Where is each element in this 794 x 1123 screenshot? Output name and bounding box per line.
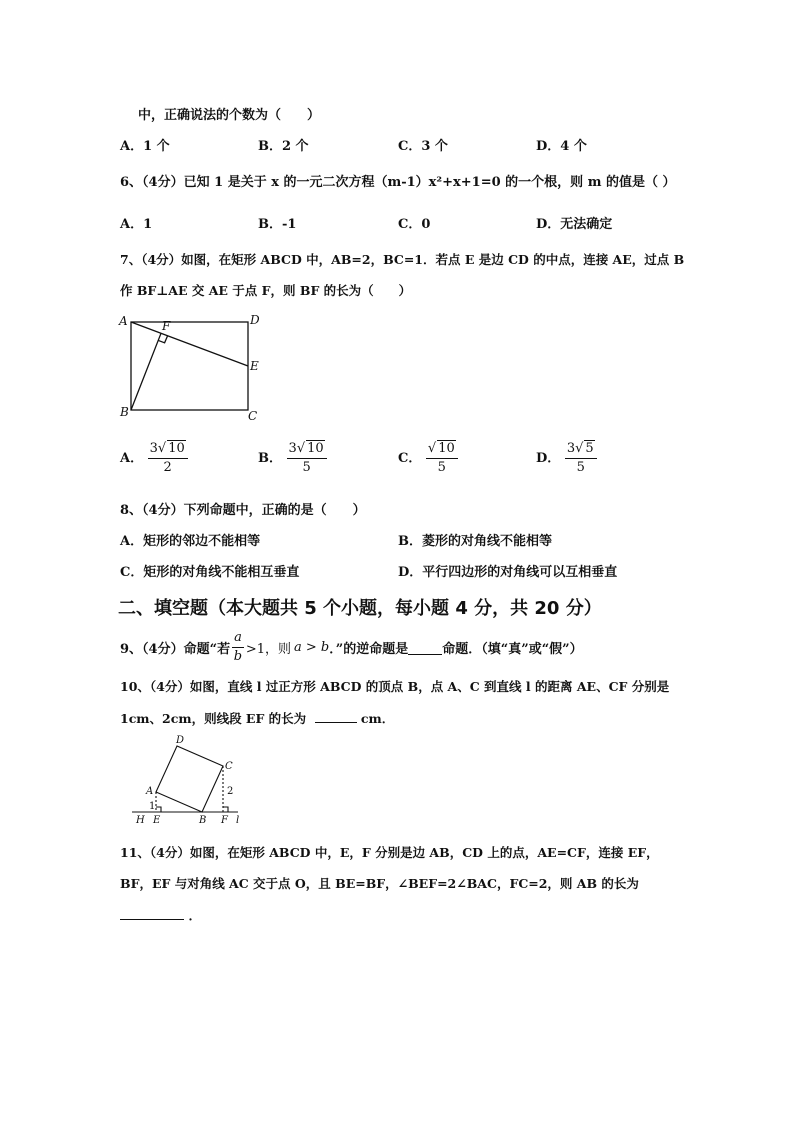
q5-option-d: D．4 个 bbox=[536, 139, 587, 154]
q9-answer-blank[interactable] bbox=[408, 640, 442, 655]
q8-option-d: D．平行四边形的对角线可以互相垂直 bbox=[398, 565, 618, 580]
q10-stem-line1: 10、（4分）如图，直线 l 过正方形 ABCD 的顶点 B，点 A、C 到直线 l 的距离 AE、CF 分别是 bbox=[120, 679, 670, 694]
q8-option-a: A．矩形的邻边不能相等 bbox=[120, 534, 261, 549]
label-a: A bbox=[119, 314, 128, 328]
q11-stem-line2: BF，EF 与对角线 AC 交于点 O，且 BE=BF，∠BEF=2∠BAC，FC=2，则 AB 的长为 bbox=[120, 876, 639, 891]
label-d: D bbox=[176, 735, 185, 746]
label-f: F bbox=[162, 319, 171, 333]
q6-option-a: A．1 bbox=[120, 217, 153, 232]
q5-option-b: B．2 个 bbox=[258, 139, 309, 154]
label-e: E bbox=[153, 815, 161, 826]
label-a: A bbox=[146, 786, 154, 797]
label-b: B bbox=[199, 815, 207, 826]
label-d: D bbox=[250, 313, 260, 327]
q5-option-a: A．1 个 bbox=[120, 139, 170, 154]
q9-stem: 9、（4分）命题“若 $\frac{a}{b}$ >1，则 a > b ．”的逆命题是 命题．（填“真”或“假”） bbox=[120, 630, 583, 664]
q7-option-c: C． $\frac{√ 10}{5}$ bbox=[398, 441, 458, 476]
q10-square-figure bbox=[130, 732, 255, 828]
label-c: C bbox=[248, 409, 258, 422]
q7-rectangle-figure bbox=[116, 310, 266, 422]
q7-option-b: B． $\frac{3√ 10}{5}$ bbox=[258, 441, 327, 476]
q6-stem: 6、（4分）已知 1 是关于 x 的一元二次方程（m-1）x²+x+1=0 的一个根，则 m 的值是（ ） bbox=[120, 175, 676, 190]
q11-answer-blank[interactable] bbox=[120, 905, 184, 920]
q11-stem-line3: ． bbox=[120, 905, 202, 924]
label-c: C bbox=[225, 761, 233, 772]
label-f: F bbox=[221, 815, 228, 826]
q7-option-d: D． $\frac{3√ 5}{5}$ bbox=[536, 441, 597, 476]
q7-stem-line2: 作 BF⊥AE 交 AE 于点 F，则 BF 的长为（ ） bbox=[120, 283, 412, 298]
segment-bf bbox=[131, 333, 161, 410]
q8-option-c: C．矩形的对角线不能相互垂直 bbox=[120, 565, 300, 580]
q6-option-c: C．0 bbox=[398, 217, 431, 232]
q11-stem-line1: 11、（4分）如图，在矩形 ABCD 中，E，F 分别是边 AB，CD 上的点，AE=CF，连接 EF， bbox=[120, 845, 659, 860]
q6-option-d: D．无法确定 bbox=[536, 217, 613, 232]
label-distance-1: 1 bbox=[149, 801, 156, 812]
q8-stem: 8、（4分）下列命题中，正确的是（ ） bbox=[120, 503, 366, 518]
section-title-fill-in: 二、填空题（本大题共 5 个小题，每小题 4 分，共 20 分） bbox=[118, 598, 602, 619]
q6-option-b: B．-1 bbox=[258, 217, 297, 232]
q5-tail: 中，正确说法的个数为（ ） bbox=[138, 108, 321, 123]
q7-option-a: A． $\frac{3√ 10}{2}$ bbox=[120, 441, 188, 476]
square-abcd bbox=[156, 746, 223, 812]
label-e: E bbox=[250, 359, 259, 373]
label-distance-2: 2 bbox=[227, 786, 234, 797]
q7-stem-line1: 7、（4分）如图，在矩形 ABCD 中，AB=2，BC=1．若点 E 是边 CD 的中点，连接 AE，过点 B bbox=[120, 252, 685, 267]
label-b: B bbox=[120, 405, 129, 419]
label-l: l bbox=[236, 815, 240, 826]
q8-option-b: B．菱形的对角线不能相等 bbox=[398, 534, 552, 549]
label-h: H bbox=[136, 815, 145, 826]
q10-stem-line2: 1cm、2cm，则线段 EF 的长为 cm． bbox=[120, 708, 394, 727]
q5-option-c: C．3 个 bbox=[398, 139, 448, 154]
segment-ae bbox=[131, 322, 248, 366]
q10-answer-blank[interactable] bbox=[315, 708, 357, 723]
